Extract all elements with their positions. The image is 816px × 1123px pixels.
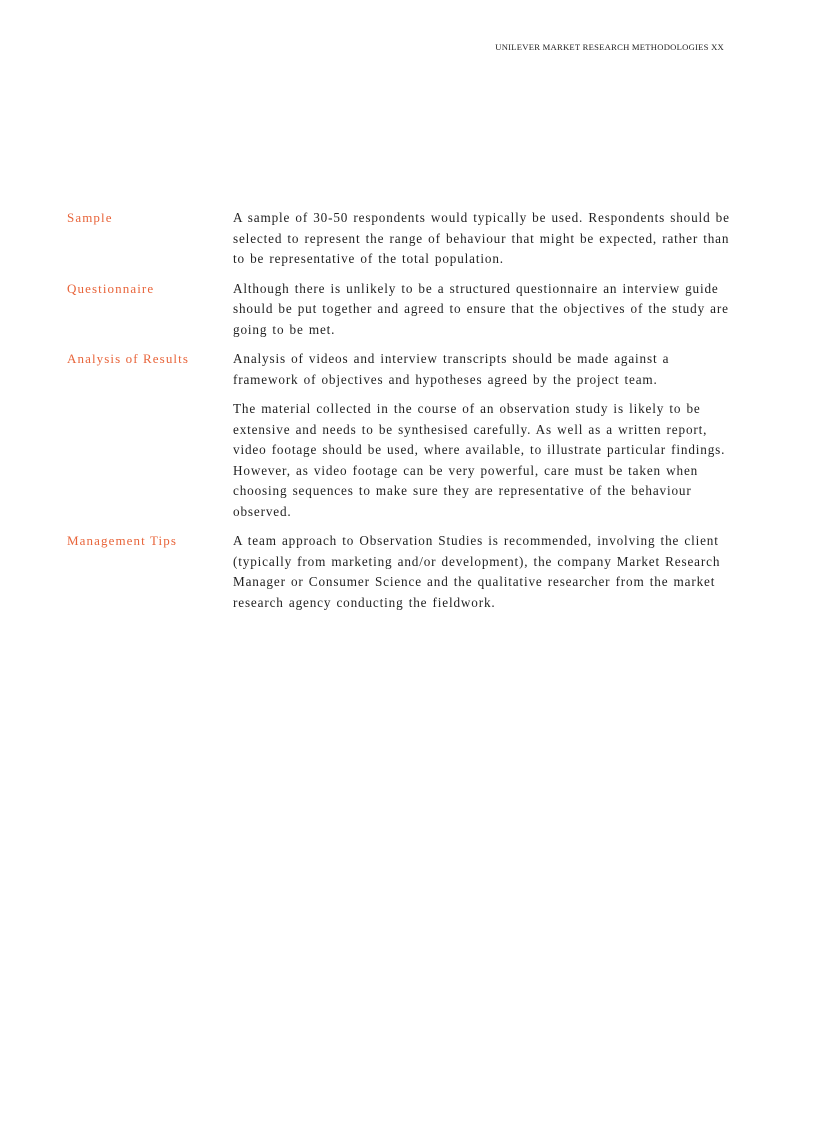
paragraph: The material collected in the course of an observation study is likely to be extensive and needs to be synthesised carefully. As well as a written report, video footage should be used, where available, to illustrate particular findings. However, as video footage can be very powerful, care must be taken when choosing sequences to make sure they are representative of the behaviour observed.: [233, 401, 726, 519]
paragraph: A team approach to Observation Studies is recommended, involving the client (typically from marketing and/or development), the company Market Research Manager or Consumer Science and the qualitative researcher from the market research agency conducting the fieldwork.: [233, 533, 721, 610]
section-sample: [67, 208, 737, 270]
paragraph: Analysis of videos and interview transcripts should be made against a framework of objectives and hypotheses agreed by the project team.: [233, 351, 670, 387]
section-label: Sample: [67, 210, 113, 225]
section-questionnaire: [67, 279, 737, 341]
paragraph: Although there is unlikely to be a structured questionnaire an interview guide should be put together and agreed to ensure that the objectives of the study are going to be met.: [233, 280, 729, 337]
section-label: Management Tips: [67, 533, 178, 548]
section-body: [233, 208, 737, 270]
paragraph: A sample of 30-50 respondents would typically be used. Respondents should be selected to represent the range of behaviour that might be expected, rather than to be representative of the total population.: [233, 210, 730, 266]
running-header: UNILEVER MARKET RESEARCH METHODOLOGIES XX: [495, 42, 724, 52]
document-sections: [67, 208, 737, 622]
section-body: [233, 279, 737, 341]
section-management-tips: [67, 531, 737, 613]
section-label: Analysis of Results: [67, 351, 190, 366]
section-analysis-of-results: [67, 349, 737, 522]
section-body: [233, 349, 737, 522]
section-label: Questionnaire: [67, 280, 155, 296]
section-body: [233, 531, 737, 613]
